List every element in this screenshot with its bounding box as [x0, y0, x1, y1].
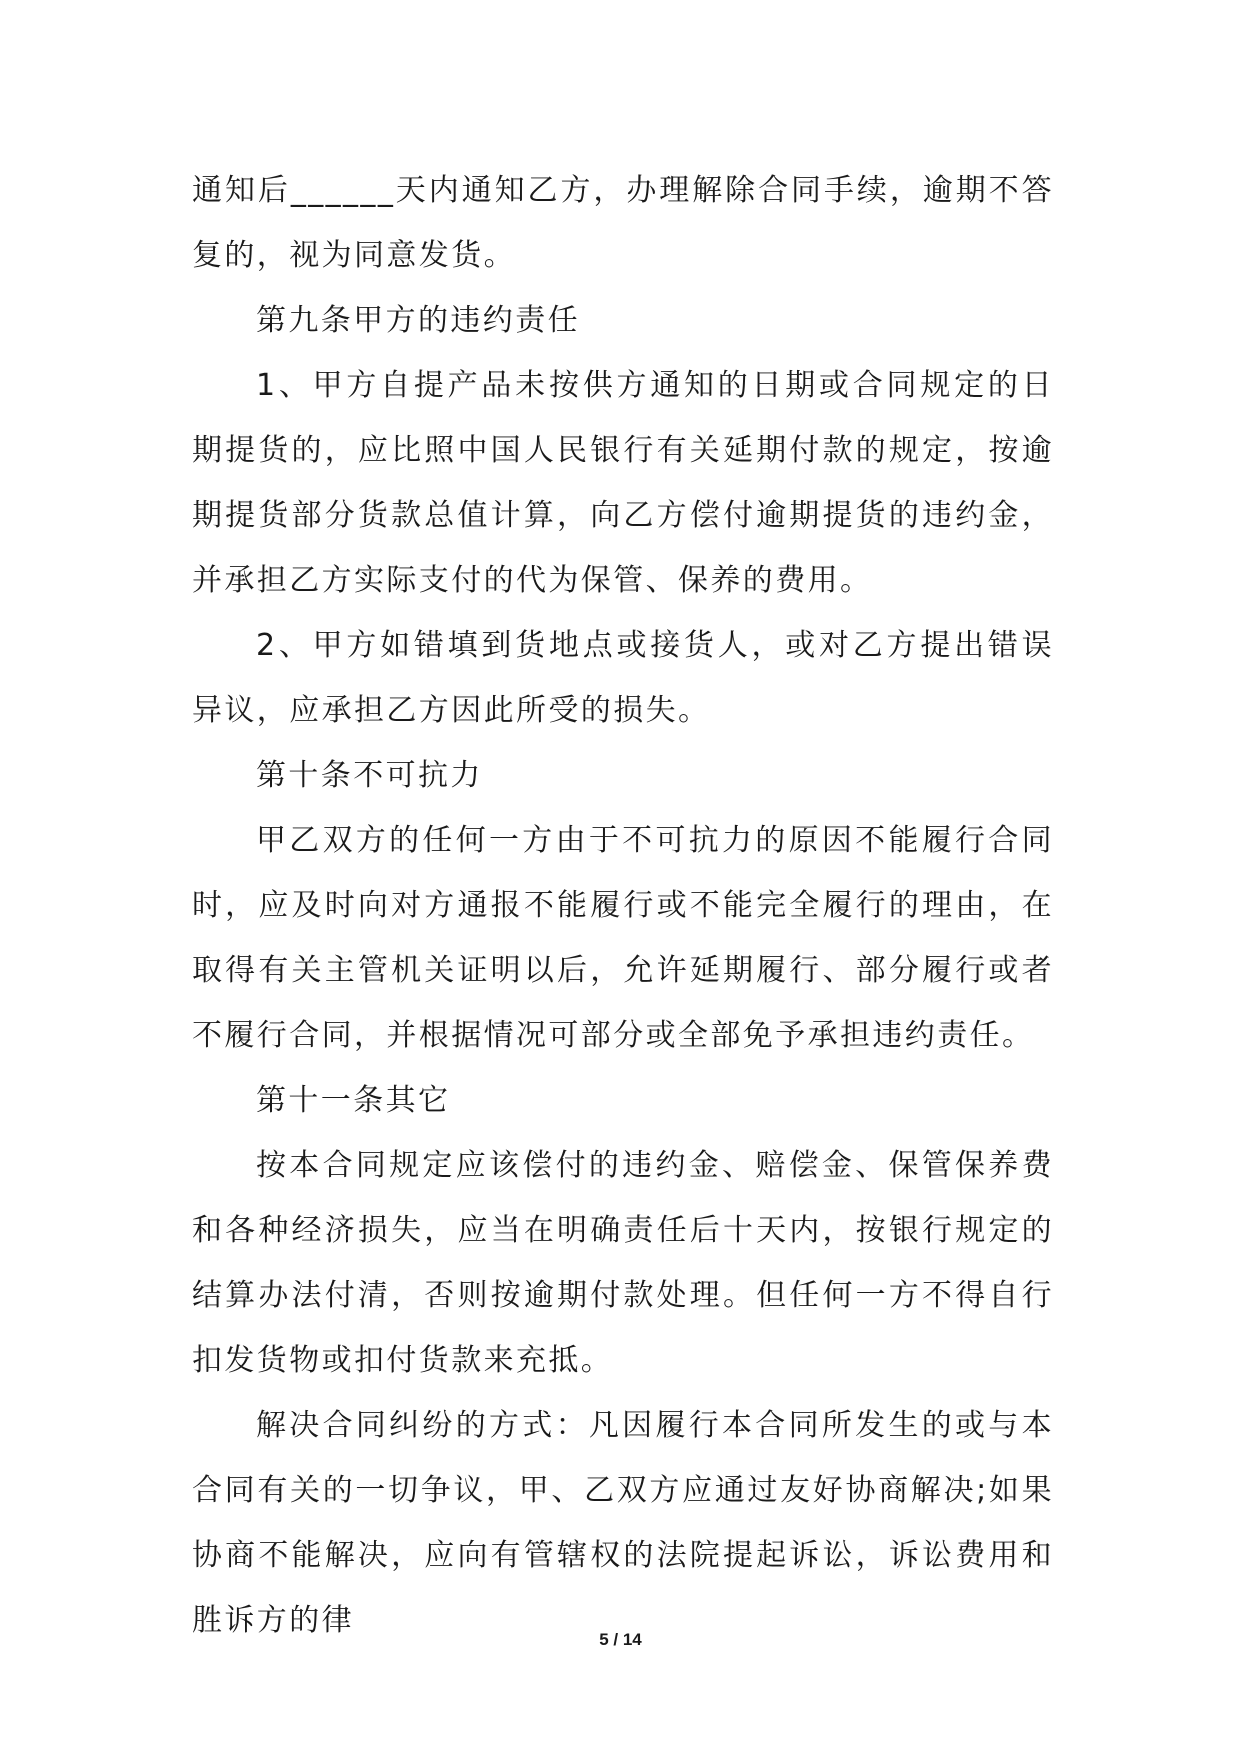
- paragraph-article-9-item-1: 1、甲方自提产品未按供方通知的日期或合同规定的日期提货的，应比照中国人民银行有关延期付款的规定，按逾期提货部分货款总值计算，向乙方偿付逾期提货的违约金，并承担乙方实际支付的代为保管、保养的费用。: [192, 368, 1054, 598]
- heading-article-10: 第十条不可抗力: [256, 758, 483, 793]
- page-number: 5 / 14: [599, 1630, 642, 1649]
- document-body: [192, 158, 1054, 1653]
- paragraph-notice-continuation: 通知后______天内通知乙方，办理解除合同手续，逾期不答复的，视为同意发货。: [192, 173, 1054, 273]
- paragraph-dispute-resolution: 解决合同纠纷的方式：凡因履行本合同所发生的或与本合同有关的一切争议，甲、乙双方应通过友好协商解决;如果协商不能解决，应向有管辖权的法院提起诉讼，诉讼费用和胜诉方的律: [192, 1408, 1054, 1638]
- paragraph-article-10: 甲乙双方的任何一方由于不可抗力的原因不能履行合同时，应及时向对方通报不能履行或不能完全履行的理由，在取得有关主管机关证明以后，允许延期履行、部分履行或者不履行合同，并根据情况可部分或全部免予承担违约责任。: [192, 823, 1054, 1053]
- paragraph-article-9-item-2: 2、甲方如错填到货地点或接货人，或对乙方提出错误异议，应承担乙方因此所受的损失。: [192, 628, 1054, 728]
- heading-article-9: 第九条甲方的违约责任: [256, 303, 580, 338]
- paragraph-article-11: 按本合同规定应该偿付的违约金、赔偿金、保管保养费和各种经济损失，应当在明确责任后十天内，按银行规定的结算办法付清，否则按逾期付款处理。但任何一方不得自行扣发货物或扣付货款来充抵。: [192, 1148, 1054, 1378]
- heading-article-11: 第十一条其它: [256, 1083, 451, 1118]
